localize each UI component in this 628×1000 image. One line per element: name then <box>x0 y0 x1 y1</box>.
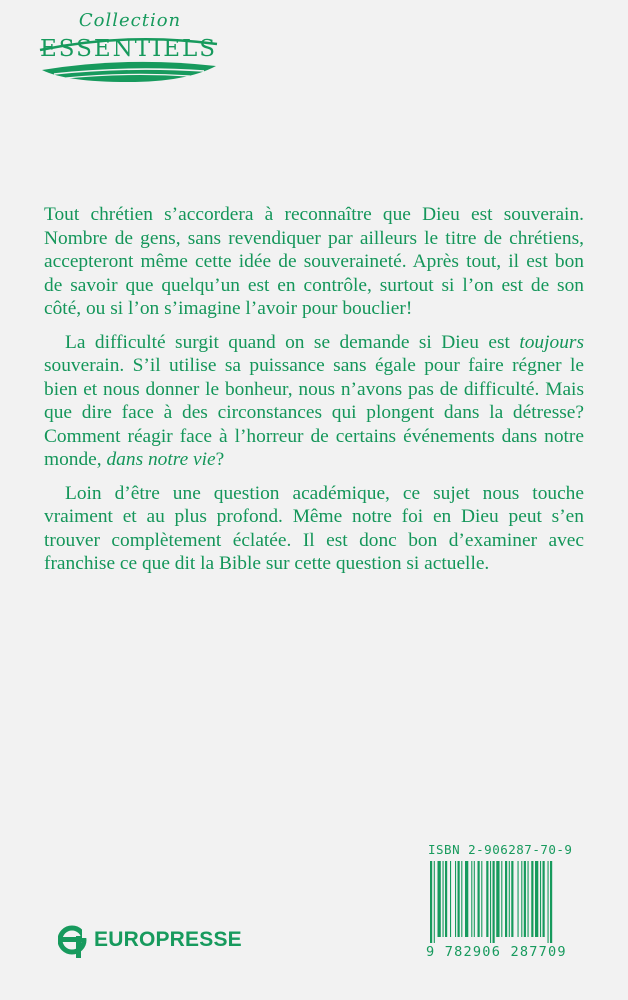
blurb-paragraph <box>44 331 584 472</box>
paragraph-text: ? <box>215 449 225 470</box>
barcode-bar <box>518 861 519 937</box>
barcode-bar <box>531 861 533 937</box>
blurb-paragraph <box>44 482 584 576</box>
europresse-ep-icon <box>58 924 88 958</box>
barcode-bar <box>511 861 513 937</box>
barcode-bar <box>443 861 444 937</box>
barcode-bar <box>465 861 468 937</box>
series-name: ESSENTIELS <box>39 36 218 62</box>
barcode-bar <box>521 861 522 937</box>
barcode-bar <box>458 861 460 937</box>
barcode-digits: 9 782906 287709 <box>426 944 567 960</box>
barcode-bar <box>445 861 447 937</box>
barcode-bar <box>474 861 475 937</box>
blurb-paragraph <box>44 203 584 321</box>
paragraph-text: Tout chrétien s’accordera à reconnaître que Dieu est souverain. Nombre de gens, sans revendiquer par ailleurs le titre de chrétiens, accepteront même cette idée de souveraineté. Après tout, il est bon de savoir que quelqu’un est en contrôle, surtout si l’on est de son côté, ou si l’on s’imagine l’avoir pour bouclier! <box>44 204 584 319</box>
emphasis-text: toujours <box>519 331 584 353</box>
isbn-label: ISBN 2-906287-70-9 <box>428 842 573 857</box>
barcode-bar <box>509 861 510 937</box>
barcode-bar <box>438 861 441 937</box>
barcode-bar <box>493 861 495 943</box>
barcode-bar <box>490 861 491 943</box>
barcode-bar <box>481 861 482 937</box>
barcode-bar <box>548 861 549 943</box>
barcode-bar <box>550 861 552 943</box>
barcode-bar <box>471 861 472 937</box>
barcode <box>428 861 590 943</box>
barcode-bar <box>528 861 529 937</box>
barcode-bar <box>524 861 526 937</box>
paragraph-text: souverain. S’il utilise sa puissance sans égale pour faire régner le bien et nous donner le bonheur, nous n’avons pas de difficulté. Mais que dire face à des circonstances qui plongent dans la détresse? Comment réagir face à l’horreur de certains événements dans notre monde, <box>44 355 584 470</box>
barcode-bar <box>434 861 435 943</box>
barcode-bar <box>486 861 488 937</box>
publisher-name: EUROPRESSE <box>94 928 242 951</box>
barcode-bar <box>535 861 538 937</box>
barcode-bar <box>430 861 432 943</box>
barcode-bar <box>450 861 451 937</box>
back-cover-blurb <box>44 203 584 586</box>
series-logo <box>36 10 221 85</box>
barcode-bar <box>543 861 545 937</box>
publisher-logo <box>58 924 258 960</box>
paragraph-text: Loin d’être une question académique, ce sujet nous touche vraiment et au plus profond. Même notre foi en Dieu peut s’en trouver complètement éclatée. Il est donc bon d’examiner avec franchise ce que dit la Bible sur cette question si actuelle. <box>44 482 584 574</box>
barcode-bar <box>496 861 499 937</box>
paragraph-text: La difficulté surgit quand on se demande si Dieu est <box>65 331 520 353</box>
barcode-bar <box>501 861 502 937</box>
barcode-bar <box>540 861 541 937</box>
barcode-bar <box>461 861 462 937</box>
barcode-bar <box>505 861 507 937</box>
barcode-bar <box>455 861 456 937</box>
series-word: Collection <box>78 10 182 31</box>
barcode-bar <box>478 861 480 937</box>
emphasis-text: dans notre vie <box>106 449 216 470</box>
